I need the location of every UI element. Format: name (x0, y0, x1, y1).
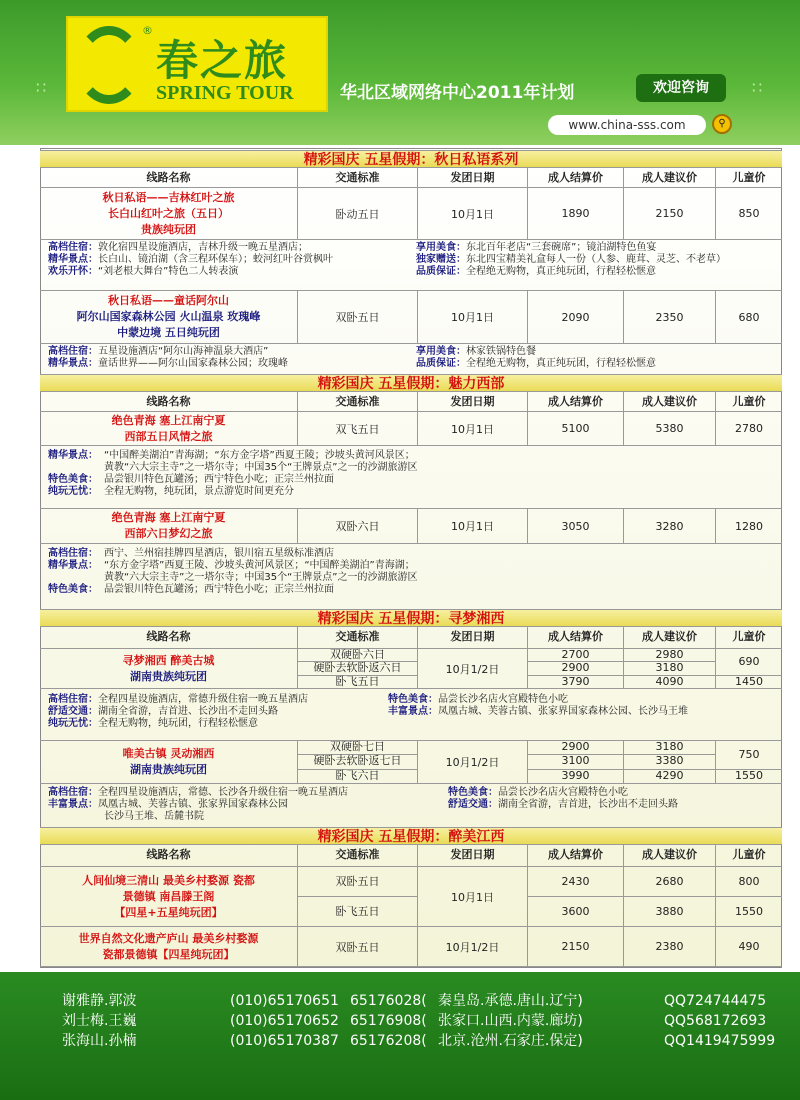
route-name: 秋日私语——童话阿尔山 阿尔山国家森林公园 火山温泉 玫瑰峰 中蒙边境 五日纯玩团 (40, 291, 298, 343)
settle-price: 2700 2900 3790 (528, 649, 624, 688)
transport: 双硬卧七日 硬卧去软卧返七日 卧飞六日 (298, 741, 418, 783)
section-band: 精彩国庆 五星假期：秋日私语系列 (40, 150, 782, 168)
child-price: 490 (738, 940, 760, 953)
col-suggest: 成人建议价 (624, 845, 716, 866)
table-row (40, 740, 782, 784)
settle-price: 2900 3100 3990 (528, 741, 624, 783)
child-price: 1280 (735, 519, 763, 533)
info-block: 高档住宿：全程四星设施酒店，常德升级住宿一晚五星酒店 特色美食：品尝长沙名店火宫殿特色小吃 舒适交通：湖南全省游，吉首进、长沙出不走回头路 丰富景点：凤凰古城、芙蓉古镇、张家界国家森林公园、长沙马王堆 纯玩无忧：全程无购物，纯玩团，行程轻松惬意 (48, 694, 688, 729)
depart-date: 10月1日 (418, 867, 528, 926)
transport: 双卧五日 (298, 927, 418, 966)
section-band: 精彩国庆 五星假期：魅力西部 (40, 374, 782, 392)
transport: 双硬卧六日 硬卧去软卧返六日 卧飞五日 (298, 649, 418, 688)
settle-price: 2090 (528, 291, 624, 343)
decor-dots: ∷ (36, 78, 49, 97)
col-date: 发团日期 (418, 168, 528, 187)
section-band: 精彩国庆 五星假期：寻梦湘西 (40, 609, 782, 627)
col-settle: 成人结算价 (528, 168, 624, 187)
settle-price: 5100 (528, 412, 624, 445)
col-suggest: 成人建议价 (624, 627, 716, 648)
col-child: 儿童价 (732, 848, 766, 861)
col-transport: 交通标准 (298, 845, 418, 866)
logo-mark-icon (76, 26, 142, 104)
suggest-price: 2380 (624, 927, 716, 966)
route-name: 唯美古镇 灵动湘西 湖南贵族纯玩团 (40, 741, 298, 783)
col-transport: 交通标准 (298, 627, 418, 648)
footer-contacts (0, 972, 800, 1100)
settle-price: 1890 (528, 188, 624, 239)
table-header (40, 168, 782, 188)
col-transport: 交通标准 (298, 392, 418, 411)
depart-date: 10月1/2日 (418, 741, 528, 783)
table-row (40, 290, 782, 344)
col-transport: 交通标准 (298, 168, 418, 187)
page-title: 华北区域网络中心2011年计划 (340, 83, 575, 103)
info-block: 高档住宿： 西宁、兰州宿挂牌四星酒店，银川宿五星级标准酒店 精华景点： “东方金字塔”西夏王陵、沙坡头黄河风景区；“中国醉美湖泊”青海湖； 黄教“六大宗主寺”之一塔尔寺；中国35个“王牌景点”之一的沙湖旅游区 特色美食： 品尝银川特色瓦罐汤；西宁特色小吃；正宗兰州拉面 (48, 548, 418, 595)
child-price: 800 1550 (716, 867, 782, 926)
depart-date: 10月1日 (418, 412, 528, 445)
contact-row: 刘士梅.王巍 (010)65170652 65176908( 张家口.山西.内蒙.廊坊) QQ568172693 (62, 1013, 767, 1029)
route-name: 绝色青海 塞上江南宁夏 西部五日风情之旅 (40, 412, 298, 445)
col-route: 线路名称 (40, 627, 298, 648)
info-block: 精华景点： “中国醉美湖泊”青海湖；“东方金字塔”西夏王陵；沙坡头黄河风景区； 黄教“六大宗主寺”之一塔尔寺；中国35个“王牌景点”之一的沙湖旅游区 特色美食： 品尝银川特色瓦罐汤；西宁特色小吃；正宗兰州拉面 纯玩无忧： 全程无购物，纯玩团，景点游览时间更充分 (48, 450, 418, 497)
contact-row: 谢雅静.郭波 (010)65170651 65176028( 秦皇岛.承德.唐山.辽宁) QQ724744475 (62, 993, 767, 1009)
col-child: 儿童价 (732, 395, 766, 408)
transport: 双卧五日 (298, 291, 418, 343)
logo (66, 16, 328, 112)
suggest-price: 3180 3380 4290 (624, 741, 716, 783)
search-icon[interactable]: ⚲ (712, 114, 732, 134)
settle-price: 2150 (528, 927, 624, 966)
transport: 双卧五日 卧飞五日 (298, 867, 418, 926)
table-header (40, 845, 782, 867)
info-block: 高档住宿：五星设施酒店“阿尔山海神温泉大酒店” 享用美食：林家铁锅特色餐 精华景点：童话世界——阿尔山国家森林公园；玫瑰峰 品质保证：全程绝无购物，真正纯玩团，行程轻松惬意 (48, 346, 656, 369)
child-price: 750 1550 (716, 741, 782, 783)
info-block: 高档住宿：全程四星设施酒店，常德、长沙各升级住宿一晚五星酒店 特色美食：品尝长沙名店火宫殿特色小吃 丰富景点：凤凰古城、芙蓉古镇、张家界国家森林公园 舒适交通：湖南全省游，吉首进，长沙出不走回头路 长沙马王堆、岳麓书院 (48, 787, 678, 822)
col-route: 线路名称 (40, 845, 298, 866)
route-name: 秋日私语——吉林红叶之旅 长白山红叶之旅（五日） 贵族纯玩团 (40, 188, 298, 239)
info-block: 高档住宿：敦化宿四星设施酒店，吉林升级一晚五星酒店； 享用美食：东北百年老店“三套碗席”；镜泊湖特色鱼宴 精华景点：长白山、镜泊湖（含三程环保车）；蛟河红叶谷赏枫叶 独家赠送：东北四宝精美礼盒每人一份（人参、鹿茸、灵芝、不老草） 欢乐开怀：“刘老根大舞台”特色二人转表演 品质保证：全程绝无购物，真正纯玩团，行程轻松惬意 (48, 242, 726, 277)
depart-date: 10月1/2日 (418, 927, 528, 966)
col-settle: 成人结算价 (528, 845, 624, 866)
col-route: 线路名称 (40, 168, 298, 187)
col-child: 儿童价 (732, 630, 766, 643)
brand-name-cn: 春之旅 (156, 36, 289, 85)
col-child: 儿童价 (732, 171, 766, 184)
transport: 双卧六日 (298, 509, 418, 543)
table-row (40, 927, 782, 967)
suggest-price: 2150 (624, 188, 716, 239)
contact-row: 张海山.孙楠 (010)65170387 65176208( 北京.沧州.石家庄.保定) QQ1419475999 (62, 1033, 776, 1049)
table-header (40, 627, 782, 649)
section-band: 精彩国庆 五星假期：醉美江西 (40, 827, 782, 845)
col-suggest: 成人建议价 (624, 168, 716, 187)
child-price: 2780 (735, 422, 763, 435)
table-row (40, 649, 782, 689)
suggest-price: 2350 (624, 291, 716, 343)
table-header (40, 392, 782, 412)
suggest-price: 3280 (624, 509, 716, 543)
table-row (40, 188, 782, 240)
depart-date: 10月1日 (418, 188, 528, 239)
decor-dots: ∷ (752, 78, 765, 97)
child-price: 850 (738, 207, 760, 220)
transport: 卧动五日 (298, 188, 418, 239)
col-settle: 成人结算价 (528, 392, 624, 411)
depart-date: 10月1日 (418, 291, 528, 343)
consult-button[interactable]: 欢迎咨询 (636, 74, 726, 102)
table-row (40, 412, 782, 446)
child-price: 690 1450 (716, 649, 782, 688)
col-date: 发团日期 (418, 845, 528, 866)
col-route: 线路名称 (40, 392, 298, 411)
website-url[interactable]: www.china-sss.com (548, 115, 706, 135)
settle-price: 2430 3600 (528, 867, 624, 926)
registered-mark: ® (142, 24, 153, 37)
route-name: 人间仙境三清山 最美乡村婺源 瓷都 景德镇 南昌滕王阁 【四星+五星纯玩团】 (40, 867, 298, 926)
depart-date: 10月1/2日 (418, 649, 528, 688)
table-row (40, 508, 782, 544)
col-settle: 成人结算价 (528, 627, 624, 648)
table-row (40, 867, 782, 927)
child-price: 680 (738, 310, 760, 324)
suggest-price: 5380 (624, 412, 716, 445)
col-date: 发团日期 (418, 392, 528, 411)
route-name: 世界自然文化遗产庐山 最美乡村婺源 瓷都景德镇【四星纯玩团】 (40, 927, 298, 966)
suggest-price: 2980 3180 4090 (624, 649, 716, 688)
route-name: 绝色青海 塞上江南宁夏 西部六日梦幻之旅 (40, 509, 298, 543)
transport: 双飞五日 (298, 412, 418, 445)
route-name: 寻梦湘西 醉美古城 湖南贵族纯玩团 (40, 649, 298, 688)
settle-price: 3050 (528, 509, 624, 543)
col-suggest: 成人建议价 (624, 392, 716, 411)
suggest-price: 2680 3880 (624, 867, 716, 926)
brand-name-en: SPRING TOUR (156, 82, 294, 104)
depart-date: 10月1日 (418, 509, 528, 543)
col-date: 发团日期 (418, 627, 528, 648)
header (0, 0, 800, 145)
